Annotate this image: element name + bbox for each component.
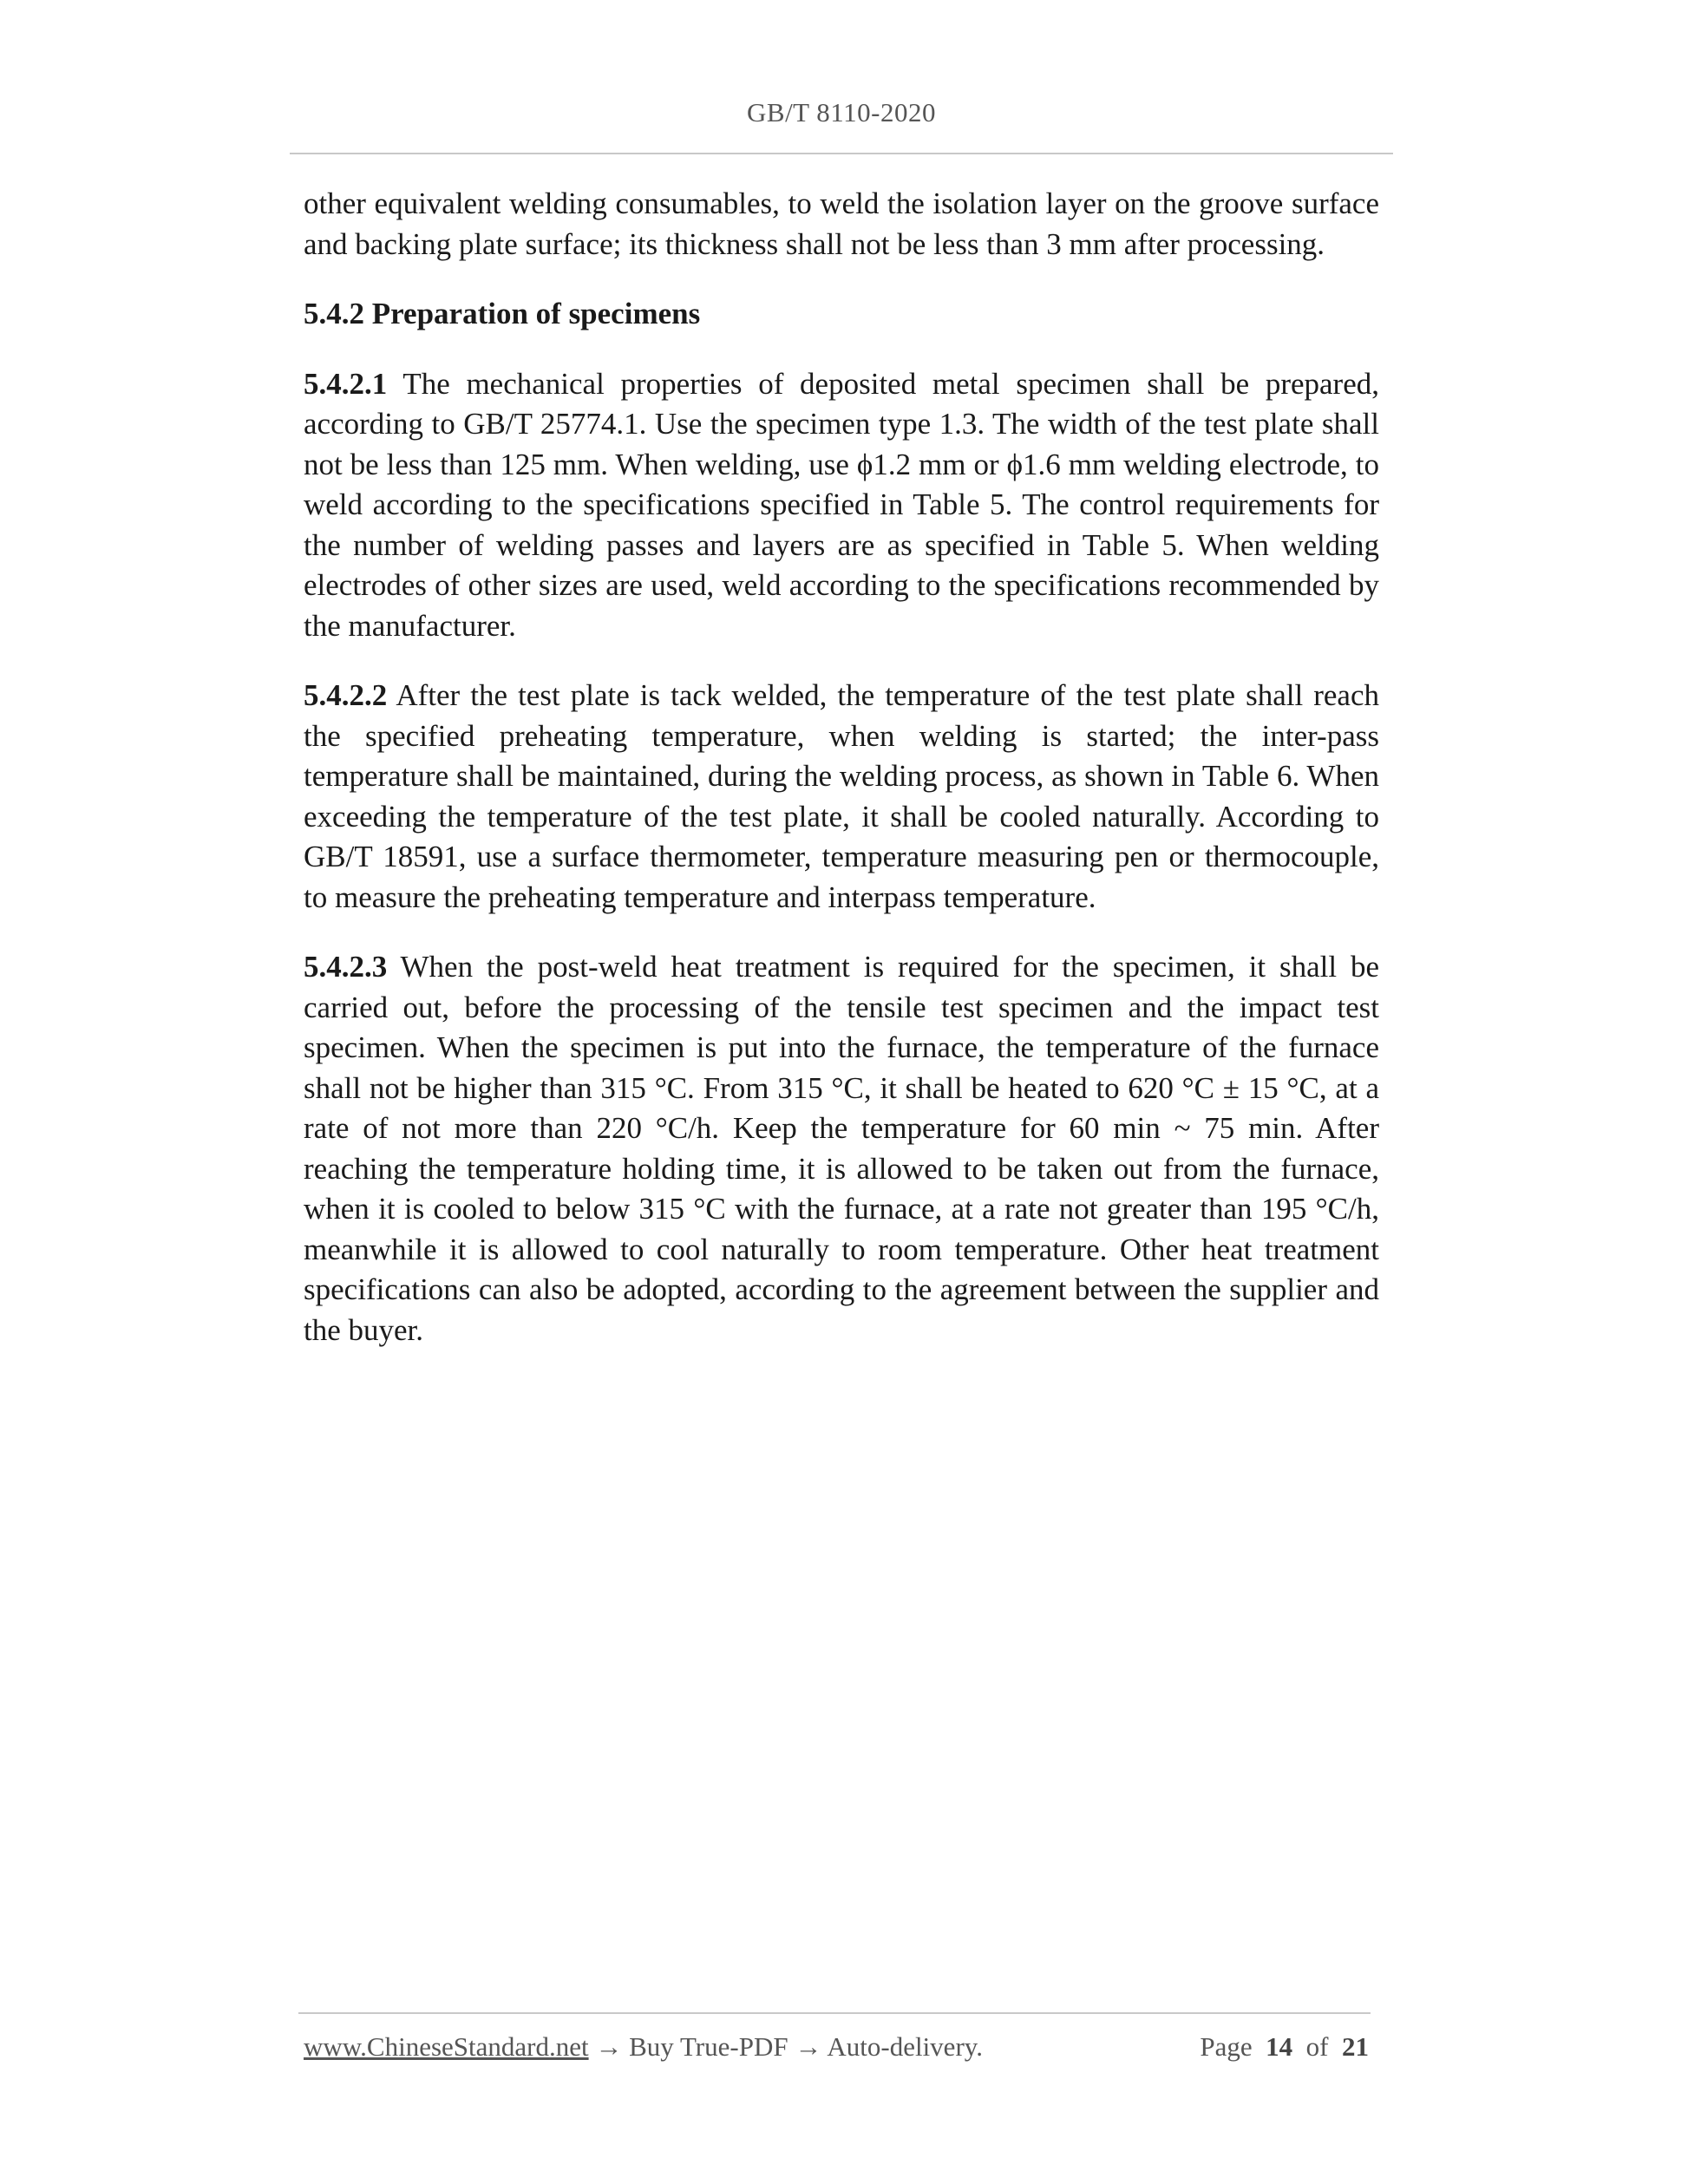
document-body <box>304 184 1379 1380</box>
page-footer <box>304 2031 1369 2063</box>
footer-promo <box>304 2031 983 2063</box>
intro-paragraph: other equivalent welding consumables, to weld the isolation layer on the groove surface and backing plate surface; its thickness shall not be less than 3 mm after processing. <box>304 186 1379 261</box>
clause-paragraph <box>304 676 1379 918</box>
clause-text: The mechanical properties of deposited metal specimen shall be prepared, according to GB/T 25774.1. Use the specimen type 1.3. The width of the test plate shall not be less than 125 mm. When welding, use ϕ1.2 mm or ϕ1.6 mm welding electrode, to weld according to the specifications specified in Table 5. The control requirements for the number of welding passes and layers are as specified in Table 5. When welding electrodes of other sizes are used, weld according to the specifications recommended by the manufacturer. <box>304 366 1379 643</box>
footer-promo-text: → Buy True-PDF → Auto-delivery. <box>588 2031 983 2062</box>
section-heading: 5.4.2 Preparation of specimens <box>304 297 701 330</box>
clause-number: 5.4.2.2 <box>304 678 388 712</box>
clause-paragraph <box>304 947 1379 1350</box>
page-indicator <box>1200 2031 1369 2063</box>
page-current: 14 <box>1266 2031 1293 2062</box>
footer-divider <box>298 2012 1371 2014</box>
page-of-label: of <box>1305 2031 1329 2062</box>
clause-text: When the post-weld heat treatment is required for the specimen, it shall be carried out, before the processing of the tensile test specimen and the impact test specimen. When the specimen is put into the furnace, the temperature of the furnace shall not be higher than 315 °C. From 315 °C, it shall be heated to 620 °C ± 15 °C, at a rate of not more than 220 °C/h. Keep the temperature for 60 min ~ 75 min. After reaching the temperature holding time, it is allowed to be taken out from the furnace, when it is cooled to below 315 °C with the furnace, at a rate not greater than 195 °C/h, meanwhile it is allowed to cool naturally to room temperature. Other heat treatment specifications can also be adopted, according to the agreement between the supplier and the buyer. <box>304 950 1379 1347</box>
header-divider <box>290 153 1393 154</box>
website-link[interactable]: www.ChineseStandard.net <box>304 2031 589 2062</box>
clause-number: 5.4.2.3 <box>304 950 388 984</box>
clause-text: After the test plate is tack welded, the temperature of the test plate shall reach the specified preheating temperature, when welding is started; the inter-pass temperature shall be maintained, during the welding process, as shown in Table 6. When exceeding the temperature of the test plate, it shall be cooled naturally. According to GB/T 18591, use a surface thermometer, temperature measuring pen or thermocouple, to measure the preheating temperature and interpass temperature. <box>304 678 1379 914</box>
page-label: Page <box>1200 2031 1253 2062</box>
clause-paragraph <box>304 364 1379 647</box>
clause-number: 5.4.2.1 <box>304 366 388 401</box>
page-total: 21 <box>1342 2031 1369 2062</box>
page-header-title: GB/T 8110-2020 <box>747 97 936 128</box>
